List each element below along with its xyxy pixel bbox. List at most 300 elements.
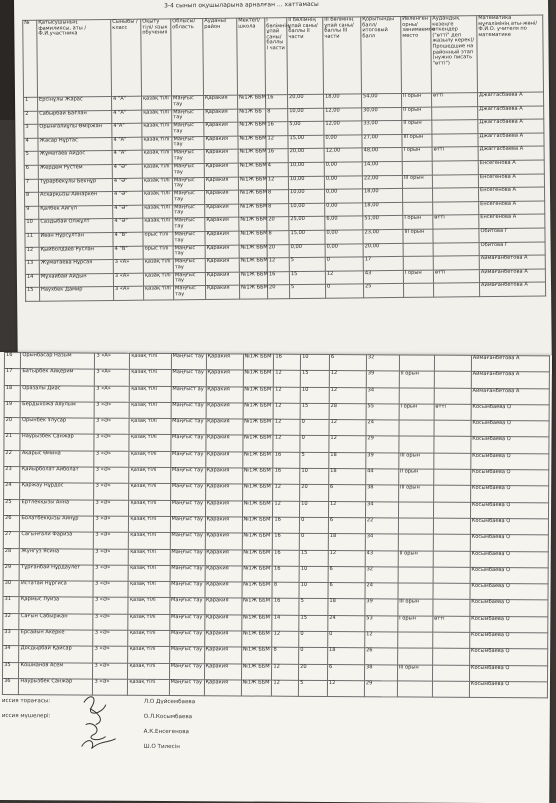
table-cell: Қаракия <box>205 231 239 245</box>
table-cell: Маңғыс тау <box>174 286 206 300</box>
table-cell: 0 <box>299 517 328 533</box>
table-cell: Қаракия <box>204 680 241 697</box>
table-cell: №1Ж ББМ <box>243 403 274 419</box>
table-cell <box>433 567 470 584</box>
table-cell: Қаракия <box>204 163 238 177</box>
table-cell: 10 <box>299 582 328 598</box>
table-cell: 27,00 <box>362 134 402 148</box>
table-cell: 20,00 <box>288 94 324 108</box>
table-cell: 0 <box>299 631 328 647</box>
table-cell: III орын <box>402 134 432 148</box>
table-cell: 15 <box>299 550 328 566</box>
table-cell: Косымбаева О <box>471 453 549 470</box>
table-cell: Қаракия <box>205 419 242 436</box>
table-cell: 8 <box>267 190 289 204</box>
table-cell: 15 <box>26 288 40 302</box>
table-cell: Қаракия <box>205 245 239 259</box>
table-cell: 39 <box>366 371 399 387</box>
table-cell: 10 <box>299 566 328 582</box>
table-cell <box>432 133 478 147</box>
table-cell: Болатбекқызы Айнұр <box>20 516 94 533</box>
table-cell: 17 <box>4 369 21 385</box>
table-cell <box>432 681 469 698</box>
table-cell: қазақ тілі <box>130 370 171 387</box>
table-cell: Ертлекқызы Анна <box>20 499 94 516</box>
table-cell <box>403 243 433 257</box>
table-cell: Саздыбай Олжұлт <box>39 219 113 233</box>
table-cell: №1Ж ББМ <box>238 149 266 163</box>
table-cell: 8 <box>267 231 289 245</box>
table-cell: №1Ж ББМ <box>241 615 272 631</box>
table-cell <box>397 681 432 698</box>
table-cell: Аймағанбетова А <box>479 282 545 296</box>
table-cell: Қаракия <box>205 500 242 517</box>
table-cell: 4 "Ә" <box>113 205 143 219</box>
table-cell: 30 <box>3 581 20 597</box>
table-cell: №1Ж ББМ <box>242 566 273 582</box>
table-cell: 22,00 <box>362 175 402 189</box>
table-cell: 0 <box>300 420 329 436</box>
table-cell: Маңғыс тау <box>172 109 204 123</box>
table-cell <box>434 371 471 388</box>
table-cell: 0,00 <box>324 135 362 149</box>
table-cell: 6 <box>328 583 365 600</box>
table-cell <box>433 551 470 568</box>
table-cell: Косымбаева О <box>470 535 548 552</box>
table-cell <box>433 600 470 617</box>
table-cell: Маңғыс тау <box>173 231 205 245</box>
table-cell <box>434 355 471 372</box>
column-header: Қатысушының фамилиясы, аты /Ф.И.участника <box>37 19 112 97</box>
table-cell: №1Ж ББМ <box>242 501 273 517</box>
table-cell: Батырбек Айқерим <box>21 369 95 386</box>
table-cell <box>433 201 479 215</box>
table-cell: Косымбаева О <box>470 600 548 617</box>
table-cell: 12,00 <box>324 148 362 162</box>
table-cell: 12 <box>273 501 300 517</box>
table-cell: 20 <box>4 418 21 434</box>
table-cell: Наухбек Дамир <box>40 287 114 301</box>
table-cell: 25 <box>4 499 21 515</box>
table-cell: Кошманов Асем <box>19 662 93 679</box>
table-cell: №1Ж ББМ <box>239 244 267 258</box>
table-cell: 3 «Ә» <box>93 679 128 696</box>
table-cell: II орын <box>399 371 434 388</box>
table-cell: 3 «Ә» <box>93 598 128 615</box>
table-cell: 3 «Ә» <box>94 467 129 484</box>
table-cell: қазақ тілі <box>142 109 172 123</box>
table-cell: 4"А" <box>112 123 142 137</box>
table-cell: Маңғыс тау <box>170 533 205 550</box>
table-cell <box>432 120 478 134</box>
table-cell: Қаракия <box>204 631 241 648</box>
table-cell <box>433 486 470 503</box>
table-cell: Косымбаева О <box>470 518 548 535</box>
table-cell: 32 <box>365 567 398 583</box>
table-cell: Косымбаева О <box>469 681 547 698</box>
table-cell: қазақ тілі <box>129 516 170 533</box>
table-cell: 16 <box>266 149 288 163</box>
table-cell: 12,00 <box>324 107 362 121</box>
table-cell <box>399 355 434 372</box>
table-cell: 2 <box>24 111 38 125</box>
table-cell: Жунгуз Ясина <box>20 548 94 565</box>
protocol-sheet-bottom <box>0 352 552 803</box>
table-cell: Енсегенова А <box>479 201 545 215</box>
table-cell: №1Ж ББМ <box>239 272 267 286</box>
table-cell: Маңғыс тау <box>170 451 205 468</box>
table-cell: 27 <box>3 532 20 548</box>
table-cell: 0,00 <box>325 243 363 257</box>
column-header: Математика мұғалімінің аты-жөні/ Ф.И.О. учителя по математике <box>477 15 544 93</box>
table-cell: 3 «Ә» <box>94 418 129 435</box>
table-cell <box>402 161 432 175</box>
table-cell: Қаракия <box>204 598 241 615</box>
table-cell: Иван Нұрсұлтан <box>39 232 113 246</box>
table-cell: Қаракия <box>205 435 242 452</box>
table-cell: Қаракия <box>206 403 243 420</box>
table-cell: қазақ тілі <box>128 630 169 647</box>
table-cell: өтті <box>433 215 479 229</box>
table-cell: 4 "Ә" <box>112 164 142 178</box>
table-cell: Косымбаева О <box>470 567 548 584</box>
column-header: Оқыту тілі/ язык обучения <box>141 19 172 96</box>
table-cell: қазақ тілі <box>129 451 170 468</box>
table-cell: Истатай Нұргиса <box>19 581 93 598</box>
table-cell: 6 <box>328 485 365 502</box>
table-cell: 20 <box>268 285 290 299</box>
table-cell: Маңғыс тау <box>173 191 205 205</box>
table-cell: 12 <box>329 420 366 437</box>
table-cell: Маңғыс тау <box>170 484 205 501</box>
table-cell: Досдырбай Қайсар <box>19 646 93 663</box>
table-cell: 3 «Ә» <box>93 581 128 598</box>
table-cell: 20,00 <box>288 149 324 163</box>
table-cell: №1Ж ББМ <box>242 484 273 500</box>
table-cell: Маңғыс тау <box>172 177 204 191</box>
table-cell: 3 «А» <box>114 286 144 300</box>
table-cell: қазақ тілі <box>142 177 172 191</box>
table-cell <box>432 632 469 649</box>
table-cell: I орын <box>398 616 433 633</box>
table-cell: 7 <box>24 179 38 193</box>
table-cell: 3 «Ә» <box>93 663 128 680</box>
table-cell: қазақ тілі <box>142 137 172 151</box>
table-cell: 10,00 <box>289 189 325 203</box>
table-cell: Қаракия <box>204 136 238 150</box>
table-cell: 3 «А» <box>95 353 130 370</box>
table-cell: Қаракия <box>205 258 239 272</box>
table-cell: 18 <box>328 534 365 551</box>
table-cell: қазақ тілі <box>143 273 173 287</box>
table-cell: қазақ тілі <box>142 150 172 164</box>
table-cell: Маңғыс тау <box>169 598 204 615</box>
table-cell: 1 <box>24 97 38 111</box>
table-cell: 8 <box>25 192 39 206</box>
table-cell: Маңғыс тау <box>173 272 205 286</box>
table-cell: №1Ж ББМ <box>241 631 272 647</box>
table-cell: 0,00 <box>325 189 363 203</box>
column-header: Мектеп/ школа <box>237 18 266 95</box>
table-cell: қазақ тілі <box>130 386 171 403</box>
table-cell: Джаггасбаева А <box>478 119 544 133</box>
table-cell: 0 <box>328 632 365 649</box>
table-cell: №1Ж ББМ <box>239 231 267 245</box>
table-cell: Косымбаева О <box>470 502 548 519</box>
table-cell: 12 <box>328 550 365 567</box>
column-header: Сыныбы /класс <box>111 19 142 96</box>
table-cell: 44 <box>366 469 399 485</box>
table-cell: Обитова Г <box>479 241 545 255</box>
table-cell: 20 <box>299 664 328 680</box>
table-cell: Аймағанбетова А <box>479 269 545 283</box>
table-cell: 33,00 <box>362 121 402 135</box>
table-cell: Қаракия <box>205 272 239 286</box>
signatory-name: А.К.Енсегенова <box>143 728 189 736</box>
table-cell: 0,00 <box>324 162 362 176</box>
table-cell: 19 <box>4 401 21 417</box>
table-cell: Маңғыс тау <box>173 259 205 273</box>
table-cell: Ерсінұлы Жарас <box>38 96 112 110</box>
table-cell <box>433 502 470 519</box>
table-cell: №1Ж ББМ <box>241 647 272 663</box>
table-cell: Қаракия <box>206 354 243 371</box>
table-cell: 4 "Ә" <box>112 178 142 192</box>
table-cell: 20 <box>267 244 289 258</box>
table-cell: Жұматаев Айдос <box>38 151 112 165</box>
table-cell: 16 <box>266 95 288 109</box>
table-cell: 0,00 <box>325 230 363 244</box>
table-cell: 3 «Ә» <box>94 549 129 566</box>
table-cell: №1Ж ББМ <box>241 664 272 680</box>
table-cell: 14,00 <box>362 161 402 175</box>
table-cell: 0,00 <box>325 203 363 217</box>
table-cell: 12 <box>272 631 299 647</box>
table-cell: II орын <box>401 93 431 107</box>
table-cell: 6 <box>327 664 364 681</box>
column-header: Аудандық кезеңге өткендер ("өтті" деп жазылу керек)/ Прошедшие на районный этап (нужно писать "өтті") <box>431 16 478 93</box>
table-cell: 15 <box>300 403 329 419</box>
table-cell: Қаракия <box>204 95 238 109</box>
table-cell <box>433 242 479 256</box>
table-cell: орыс тілі <box>143 245 173 259</box>
table-cell <box>433 534 470 551</box>
table-cell: 21 <box>4 434 21 450</box>
table-cell: 12 <box>329 371 366 388</box>
table-cell: №1Ж ББ <box>238 108 266 122</box>
table-cell: 16 <box>273 533 300 549</box>
table-cell: 18 <box>328 599 365 616</box>
table-cell: Сагынғали Фариза <box>20 532 94 549</box>
table-cell: 28 <box>3 548 20 564</box>
table-cell: №1Ж ББМ <box>242 517 273 533</box>
table-cell: 14 <box>272 615 299 631</box>
table-cell <box>434 437 471 454</box>
table-cell: 12 <box>273 436 300 452</box>
table-cell: 10 <box>300 354 329 370</box>
table-cell: №1Ж ББМ <box>239 217 267 231</box>
table-cell: қазақ тілі <box>142 96 172 110</box>
table-cell: Оразалы Диас <box>21 385 95 402</box>
table-cell: 6,00 <box>325 216 363 230</box>
table-cell: 18 <box>329 469 366 486</box>
table-cell <box>432 665 469 682</box>
table-cell <box>433 256 479 270</box>
table-cell: №1Ж ББМ <box>238 163 266 177</box>
table-cell <box>399 420 434 437</box>
table-cell <box>403 256 433 270</box>
table-cell: 12 <box>325 271 363 285</box>
table-cell: Қаракия <box>204 109 238 123</box>
table-cell: 29 <box>364 681 397 697</box>
table-cell: 3 «Ә» <box>94 516 129 533</box>
table-cell: №1Ж ББМ <box>239 204 267 218</box>
table-cell: 15 <box>299 615 328 631</box>
table-cell: 8 <box>272 648 299 664</box>
table-cell: 26 <box>3 515 20 531</box>
table-cell: 25 <box>363 284 403 298</box>
table-cell: қазақ тілі <box>128 679 169 696</box>
table-cell: №1Ж ББМ <box>242 435 273 451</box>
table-cell: 11 <box>25 233 39 247</box>
table-cell: 24 <box>328 615 365 632</box>
table-cell: 18,00 <box>362 189 402 203</box>
table-cell: 0 <box>299 648 328 664</box>
table-cell: Косымбаева О <box>469 665 547 682</box>
table-cell: Қалбек Айгүл <box>39 205 113 219</box>
table-cell: қазақ тілі <box>143 191 173 205</box>
table-cell: Қаракия <box>205 452 242 469</box>
table-cell: Енсегенова А <box>478 174 544 188</box>
table-cell: өтті <box>432 147 478 161</box>
table-cell: 34 <box>366 387 399 403</box>
table-cell <box>432 648 469 665</box>
table-cell: Маңғыс тау <box>170 435 205 452</box>
table-cell: 3 «А» <box>113 259 143 273</box>
table-cell: Аймағанбетова А <box>471 372 549 389</box>
table-cell: қазақ тілі <box>142 123 172 137</box>
table-cell: II орын <box>398 469 433 486</box>
table-cell: 10 <box>300 468 329 484</box>
table-cell: қазақ тілі <box>129 418 170 435</box>
table-cell: Маңғыс тау <box>169 631 204 648</box>
table-cell: Бердыхожа Аяулым <box>21 402 95 419</box>
table-cell: 18,00 <box>363 202 403 216</box>
table-cell: қазақ тілі <box>129 500 170 517</box>
table-cell: қазақ тілі <box>143 259 173 273</box>
table-cell: 12 <box>327 680 364 697</box>
table-cell: Косымбаева О <box>470 616 548 633</box>
table-cell: Косымбаева О <box>469 632 547 649</box>
table-cell: 24 <box>365 583 398 599</box>
table-cell: 20,00 <box>363 243 403 257</box>
table-cell: 8 <box>266 108 288 122</box>
table-cell: 6 <box>328 517 365 534</box>
table-cell <box>403 283 433 297</box>
table-cell: №1Ж ББМ <box>239 190 267 204</box>
table-cell: Обитова Г <box>479 228 545 242</box>
table-cell: III орын <box>403 229 433 243</box>
table-cell: 3 «Ә» <box>94 500 129 517</box>
table-cell <box>432 188 478 202</box>
table-cell <box>398 534 433 551</box>
table-cell: №1Ж ББМ <box>241 680 272 696</box>
table-cell: Ерсайын Акерке <box>19 630 93 647</box>
table-cell: қазақ тілі <box>129 435 170 452</box>
table-cell: Сағын Сабыржан <box>19 613 93 630</box>
table-cell: 16 <box>266 122 288 136</box>
commission-signatures <box>2 698 302 760</box>
column-header: Иеленген орны/ занимаемое место <box>401 16 432 93</box>
table-cell: №1Ж ББМ <box>241 598 272 614</box>
table-cell: Қаржау Нұрдос <box>20 483 94 500</box>
table-cell: Орынғалиұлы Өміржан <box>38 124 112 138</box>
column-header: I бөлімнің ұпай саны/ баллы I части <box>265 18 288 95</box>
table-cell <box>398 567 433 584</box>
table-cell: 4 "А" <box>112 110 142 124</box>
table-cell: 10 <box>300 501 329 517</box>
table-cell: Косымбаева О <box>469 649 547 666</box>
table-cell: №1Ж ББМ <box>243 354 274 370</box>
document-title: 3-4 сынып оқушыларына арналған ... хаттамасы <box>164 0 319 10</box>
table-cell: 4 "Ә" <box>113 191 143 205</box>
table-cell: 6 <box>24 165 38 179</box>
table-cell: 43 <box>363 270 403 284</box>
table-cell: 10 <box>25 220 39 234</box>
table-cell: Қаракия <box>205 566 242 583</box>
results-table-bottom <box>2 352 550 699</box>
table-cell: қазақ тілі <box>129 565 170 582</box>
table-cell: Маңғыс тау <box>170 565 205 582</box>
table-cell: Маңғыст ау <box>171 386 206 403</box>
table-cell: 12 <box>266 176 288 190</box>
table-cell: Косымбаева О <box>471 421 549 438</box>
table-cell: 43 <box>365 550 398 566</box>
table-cell: Джаггасбаева А <box>478 106 544 120</box>
table-cell: 4 "А" <box>112 137 142 151</box>
table-cell: Аймағанбетова А <box>479 255 545 269</box>
column-header: Қорытынды балл/ итоговый балл <box>361 16 402 93</box>
table-cell: 3 «А» <box>113 273 143 287</box>
table-cell: №1Ж ББМ <box>243 419 274 435</box>
table-cell <box>397 632 432 649</box>
table-cell: 48,00 <box>362 148 402 162</box>
table-cell: №1Ж ББМ <box>238 95 266 109</box>
table-cell: 20 <box>300 485 329 501</box>
table-cell: Қыйболдаев Руслан <box>39 246 113 260</box>
table-cell: қазақ тілі <box>144 286 174 300</box>
table-cell: 39 <box>366 453 399 469</box>
table-cell: Маңғыс тау <box>172 163 204 177</box>
table-cell: орыс тілі <box>143 232 173 246</box>
table-cell: 39 <box>365 599 398 615</box>
table-cell: 4 "В" <box>113 246 143 260</box>
table-cell: 4 <box>24 138 38 152</box>
table-cell: 10 <box>300 387 329 403</box>
table-cell: 22 <box>4 450 21 466</box>
table-cell: 15,00 <box>289 230 325 244</box>
table-cell: 12 <box>329 387 366 404</box>
table-cell: 30,00 <box>362 107 402 121</box>
table-cell: қазақ тілі <box>130 353 171 370</box>
table-cell: Қаракия <box>204 663 241 680</box>
column-header: Ауданы/ район <box>203 18 238 95</box>
table-cell: 4 "Ә" <box>113 219 143 233</box>
table-cell: Маңғыс тау <box>170 582 205 599</box>
results-table-top <box>22 14 546 301</box>
table-cell: №1Ж ББМ <box>242 452 273 468</box>
table-cell: 28 <box>329 403 366 420</box>
